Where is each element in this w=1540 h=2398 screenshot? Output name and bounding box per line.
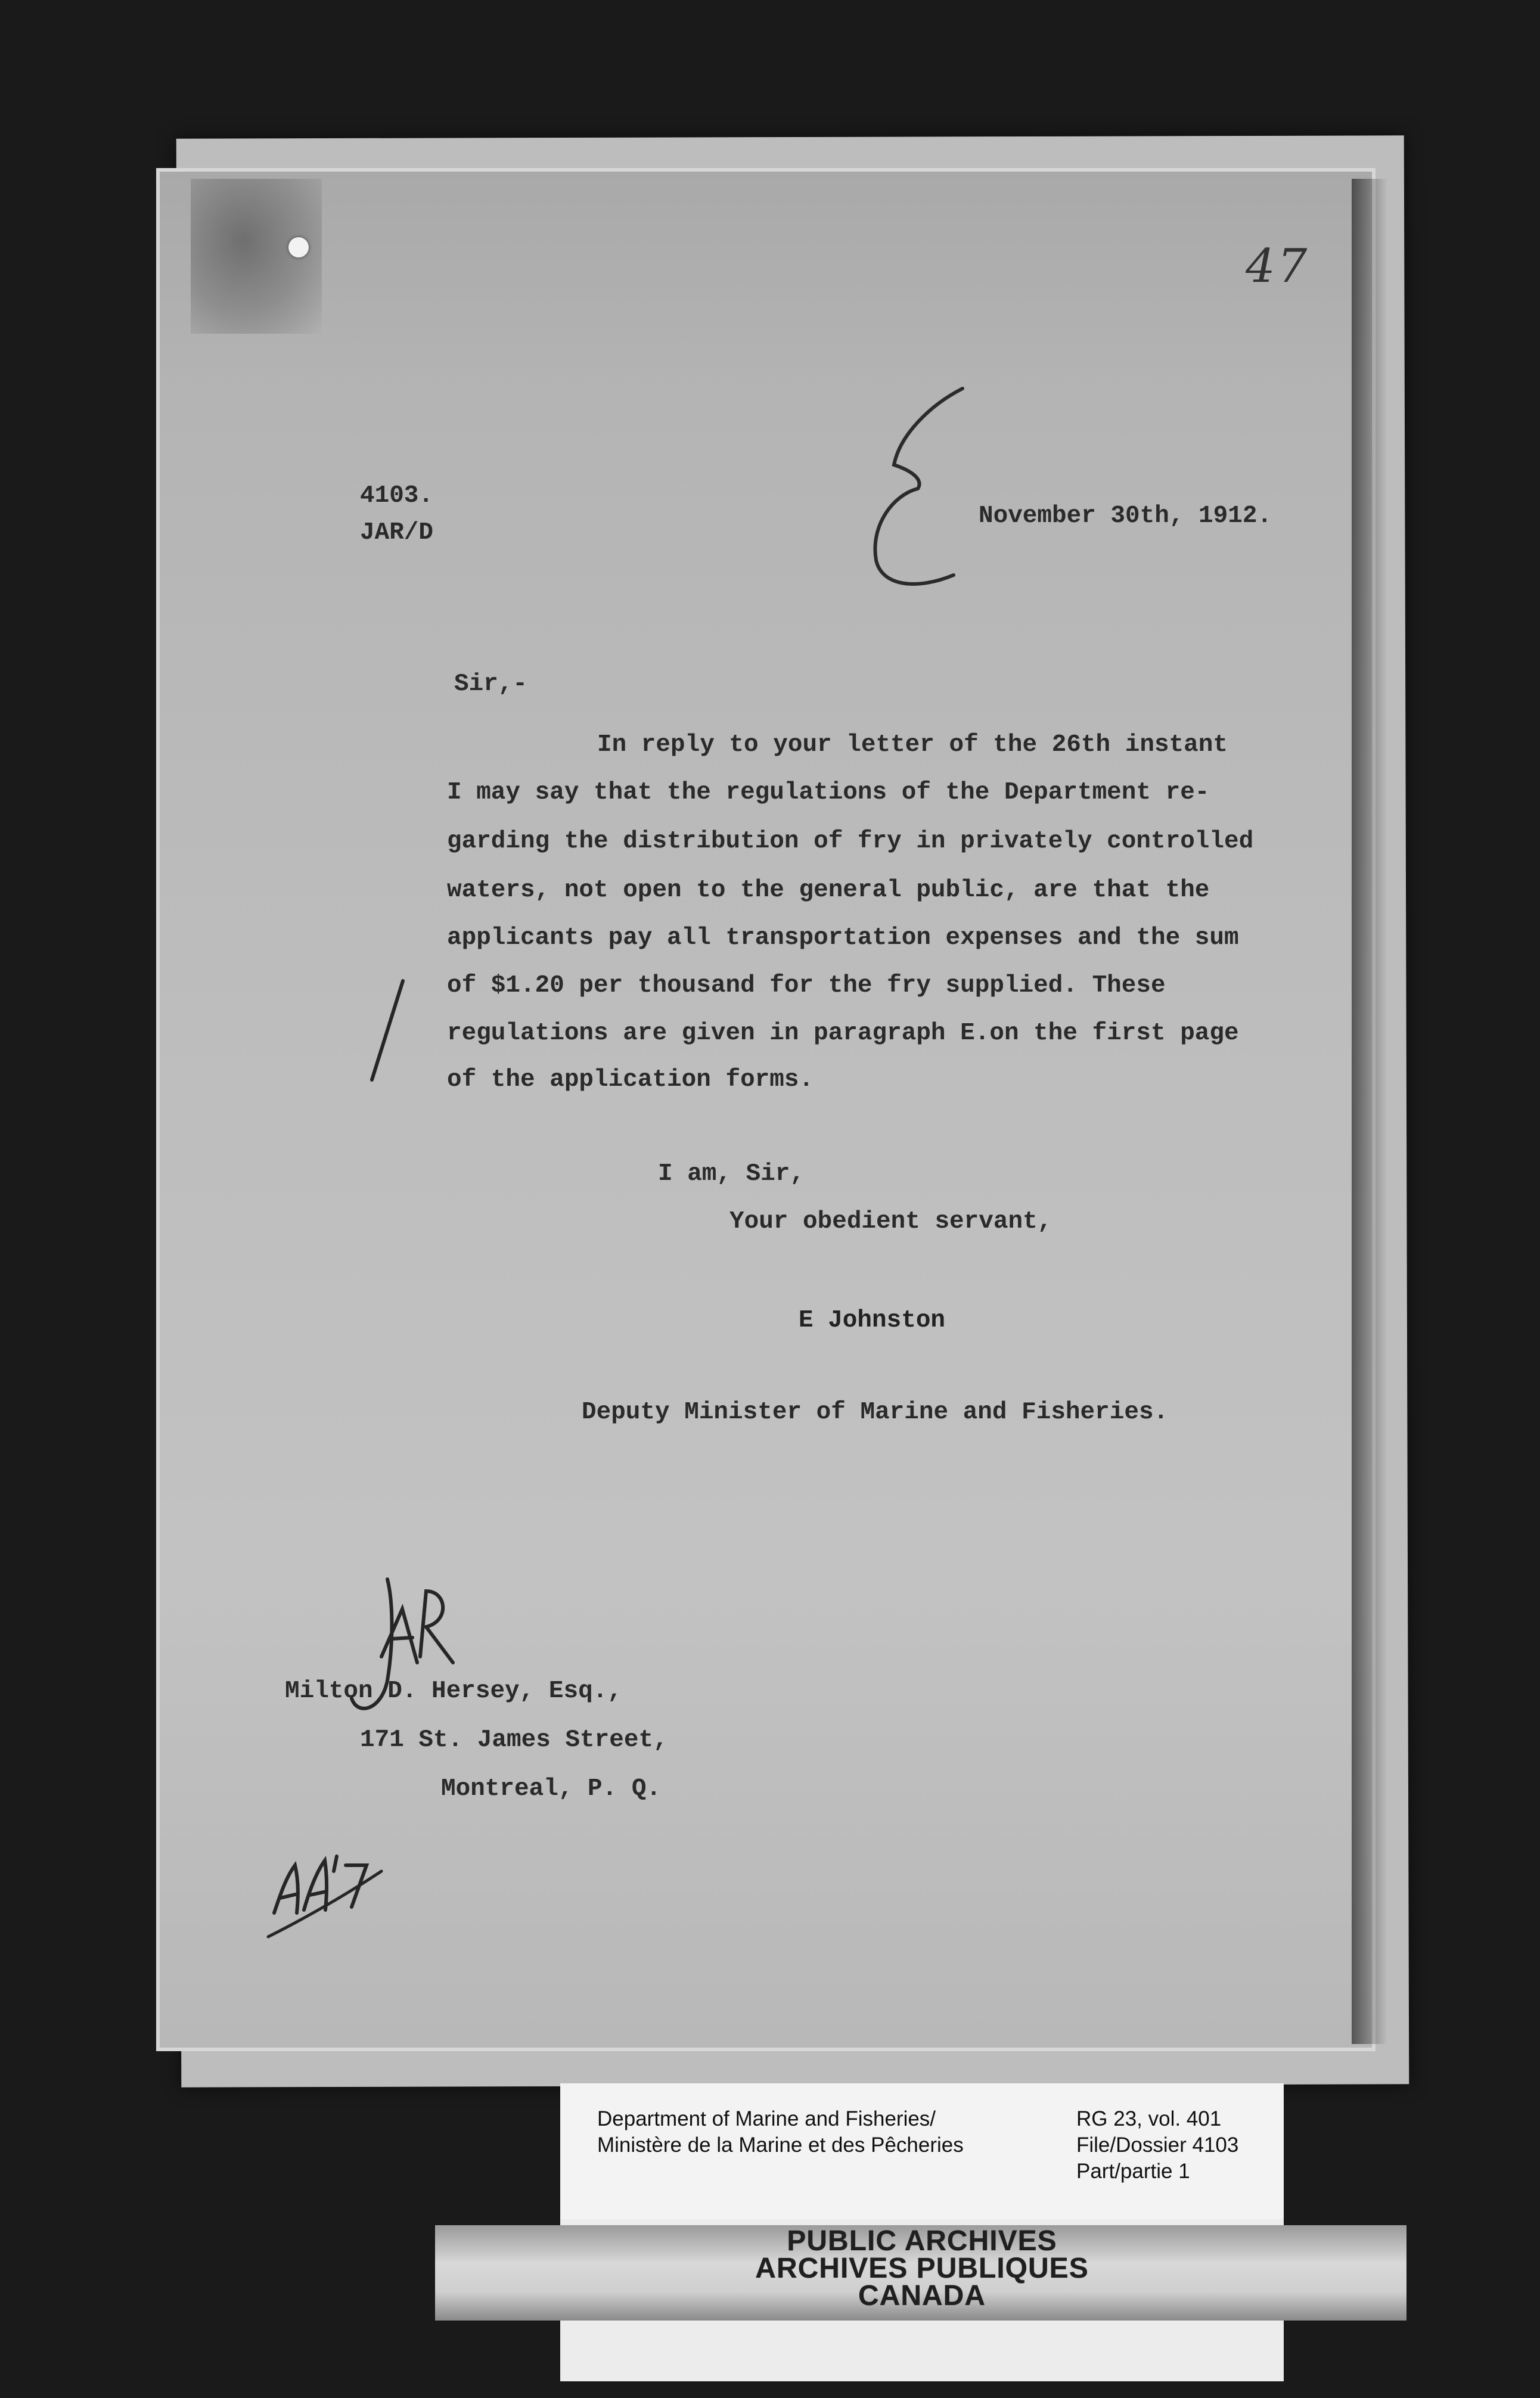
letter-date: November 30th, 1912. — [979, 502, 1272, 530]
salutation: Sir,- — [454, 670, 528, 698]
punch-hole — [288, 237, 309, 257]
file-reference: 4103. — [360, 482, 434, 510]
address-line: Milton D. Hersey, Esq., — [285, 1678, 622, 1705]
body-line: regulations are given in paragraph E.on the first page — [447, 1020, 1239, 1047]
body-line: garding the distribution of fry in privately controlled — [447, 828, 1254, 855]
body-line: waters, not open to the general public, are that the — [447, 877, 1210, 904]
margin-stroke-mark — [364, 977, 411, 1085]
stamp-line: CANADA — [858, 2280, 986, 2312]
signature: E Johnston — [799, 1307, 946, 1334]
letter-sheet — [156, 168, 1376, 2051]
stamp-line: PUBLIC ARCHIVES — [787, 2225, 1057, 2257]
folio-number: 47 — [1246, 240, 1310, 293]
department-name-en: Department of Marine and Fisheries/ — [597, 2107, 936, 2130]
body-line: applicants pay all transportation expenses and the sum — [447, 924, 1239, 952]
file-dossier: File/Dossier 4103 — [1076, 2133, 1239, 2157]
stamp-line: ARCHIVES PUBLIQUES — [755, 2253, 1089, 2284]
address-line: 171 St. James Street, — [360, 1726, 668, 1754]
closing-line: I am, Sir, — [658, 1160, 805, 1188]
typist-initials: JAR/D — [360, 519, 434, 546]
body-line: of $1.20 per thousand for the fry supplied. These — [447, 972, 1166, 999]
body-line: of the application forms. — [447, 1066, 814, 1094]
part-partie: Part/partie 1 — [1076, 2160, 1190, 2183]
closing-line: Your obedient servant, — [729, 1208, 1052, 1235]
address-line: Montreal, P. Q. — [441, 1775, 662, 1803]
body-line: I may say that the regulations of the Department re- — [447, 779, 1210, 806]
body-line: In reply to your letter of the 26th instant — [597, 731, 1228, 759]
signature-title: Deputy Minister of Marine and Fisheries. — [582, 1399, 1169, 1426]
handwritten-e-mark — [858, 381, 977, 602]
archives-stamp — [560, 2225, 1284, 2312]
label-reference-panel — [560, 2083, 1284, 2219]
record-group: RG 23, vol. 401 — [1076, 2107, 1222, 2130]
department-name-fr: Ministère de la Marine et des Pêcheries — [597, 2133, 964, 2157]
handwritten-initials — [346, 1567, 459, 1728]
sheet-shadow — [1352, 179, 1387, 2044]
handwritten-note — [262, 1824, 387, 1943]
